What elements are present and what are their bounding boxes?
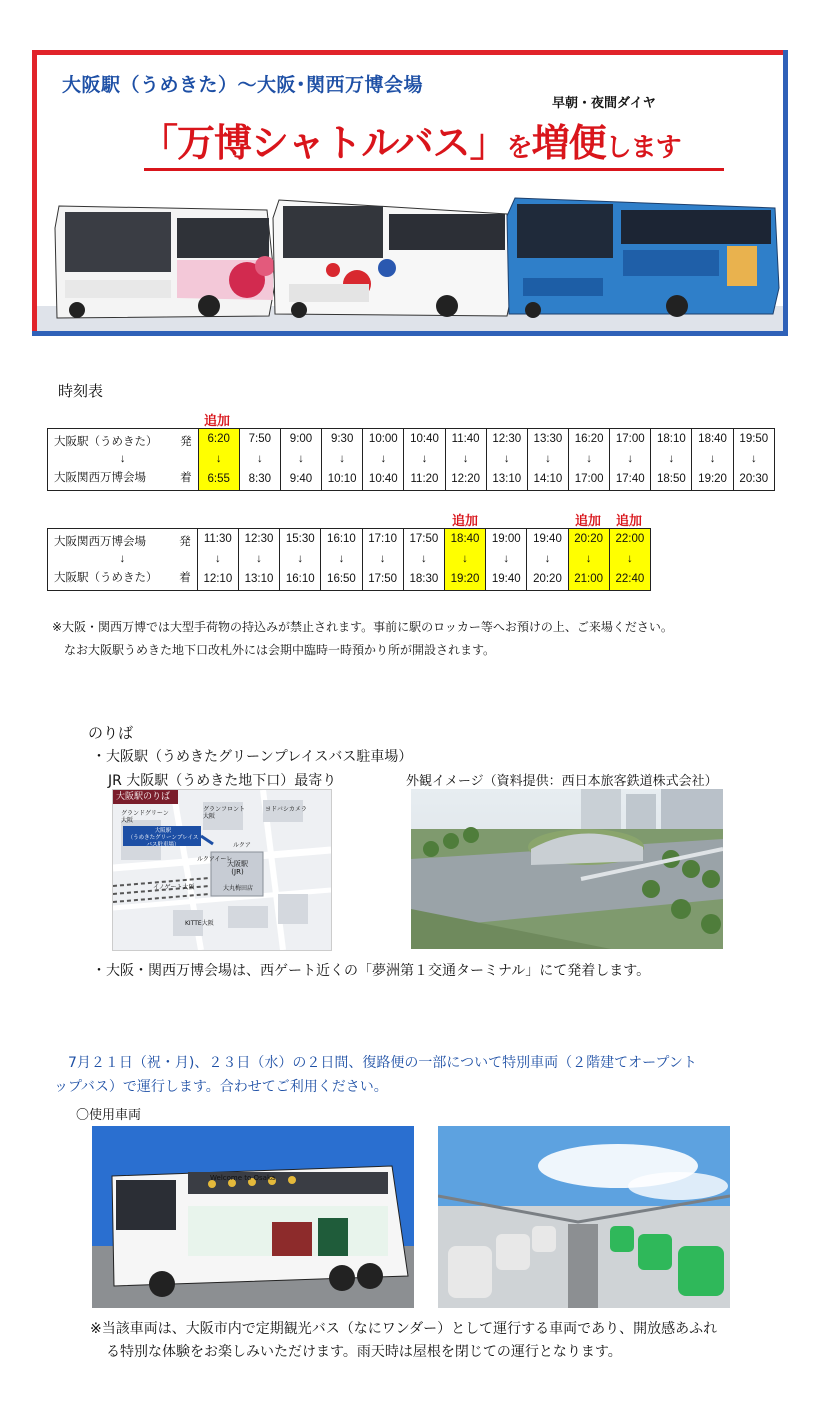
arrow: ↓ [627,553,633,565]
outbound-column [198,429,239,491]
vehicle-label: 〇使用車両 [76,1108,142,1123]
banner-tag: 早朝・夜間ダイヤ [552,96,656,111]
timetable-heading: 時刻表 [58,382,104,400]
departure-time: 17:10 [368,533,398,545]
map-label-daimaru: 大丸梅田店 [223,885,254,892]
arrival-time: 18:50 [657,473,686,485]
outbound-stop-column [48,429,199,491]
inbound-column [486,529,527,591]
banner-frame-blue-bottom [32,331,788,336]
banner-title-underline [144,168,724,171]
inbound-column [362,529,403,591]
station-exterior-image [411,789,723,949]
departure-time: 20:20 [574,533,604,545]
banner-frame-blue-right [783,50,788,336]
departure-time: 19:40 [533,533,562,545]
departure-time: 18:10 [657,433,686,445]
added-label: 追加 [616,514,643,529]
outbound-column [363,429,404,491]
banner-title-shimasu: します [605,133,681,163]
arrival-time: 6:55 [207,473,230,485]
arrival-time: 17:00 [574,473,604,485]
outbound-column [486,429,527,491]
vehicle-footnote-line2: る特別な体験をお楽しみいただけます。雨天時は屋根を閉じての運行となります。 [106,1344,622,1360]
timetable-outbound [47,428,775,491]
arrow: ↓ [338,553,345,565]
arrival-time: 19:20 [450,573,480,585]
boarding-exterior-caption: 外観イメージ（資料提供：西日本旅客鉄道株式会社） [406,774,718,789]
note-storage: なお大阪駅うめきた地下口改札外には会期中臨時一時預かり所が開設されます。 [64,643,496,657]
boarding-map [112,789,332,951]
arrow: ↓ [503,453,510,465]
inbound-column [321,529,362,591]
arrow: ↓ [586,453,592,465]
arrival-time: 12:10 [203,573,233,585]
arrival-time: 10:40 [368,473,398,485]
departure-time: 12:30 [244,533,274,545]
departure-time: 9:30 [330,433,354,445]
map-label-lucua: ルクア [233,842,251,849]
departure-time: 10:40 [410,433,439,445]
outbound-to: 大阪関西万博会場 [54,472,146,484]
arrow: ↓ [462,553,468,565]
departure-time: 16:10 [327,533,356,545]
added-label: 追加 [575,514,602,529]
station-exterior-drawing [411,789,723,949]
departure-time: 17:50 [409,533,439,545]
outbound-to-mark: 着 [180,472,192,484]
boarding-expo-terminal: ・大阪・関西万博会場は、西ゲート近くの「夢洲第１交通ターミナル」にて発着します。 [92,963,651,979]
arrow: ↓ [420,553,427,565]
departure-time: 18:40 [698,433,727,445]
departure-time: 19:00 [491,533,521,545]
arrival-time: 20:20 [533,573,562,585]
arrow: ↓ [544,553,551,565]
inbound-from: 大阪関西万博会場 [54,536,146,548]
special-vehicle-notice-line2: ップバス）で運行します。合わせてご利用ください。 [54,1079,388,1095]
arrow: ↓ [215,453,222,465]
banner-title [140,112,681,167]
departure-time: 18:40 [450,533,480,545]
arrow: ↓ [298,453,304,465]
departure-time: 12:30 [492,433,522,445]
outbound-column [280,429,321,491]
bus-blue-image [507,198,779,318]
departure-time: 13:30 [533,433,563,445]
map-label-yodobashi: ヨドバシカメラ [265,806,307,813]
added-label: 追加 [452,514,479,529]
arrow: ↓ [668,453,675,465]
arrival-time: 8:30 [248,473,272,485]
departure-time: 16:20 [574,433,604,445]
banner-title-main: 「万博シャトルバス」 [140,121,507,165]
inbound-column [527,529,568,591]
arrival-time: 10:10 [327,473,357,485]
special-vehicle-notice-line1: 7月２１日（祝・月)、２３日（水）の２日間、復路便の一部について特別車両（２階建てオープント [68,1055,697,1071]
map-label-kitte: KITTE大阪 [185,920,214,927]
arrow: ↓ [214,553,221,565]
outbound-column [445,429,486,491]
arrow: ↓ [627,453,634,465]
double-decker-bus-image [92,1126,414,1308]
arrival-time: 12:20 [451,473,481,485]
inbound-from-mark: 発 [179,536,191,548]
outbound-column [733,429,774,491]
boarding-jr-nearest: JR 大阪駅（うめきた地下口）最寄り [108,773,337,789]
inbound-column [609,529,650,591]
outbound-column [322,429,363,491]
arrow: ↓ [256,553,262,565]
arrow: ↓ [379,553,386,565]
outbound-column [569,429,610,491]
arrow: ↓ [503,553,510,565]
bus-white-red-image [55,206,275,318]
map-header: 大阪駅のりば [113,790,178,804]
arrow: ↓ [545,453,551,465]
bus-side-text: Welcome to Osaka [210,1174,276,1182]
departure-time: 19:50 [739,433,769,445]
inbound-to-mark: 着 [179,572,191,584]
added-label: 追加 [204,414,231,429]
note-baggage: ※大阪・関西万博では大型手荷物の持込みが禁止されます。事前に駅のロッカー等へお預けの上、ご来場ください。 [52,620,673,634]
outbound-from: 大阪駅（うめきた） [54,436,158,448]
arrow: ↓ [421,453,428,465]
departure-time: 11:40 [451,433,480,445]
outbound-column [527,429,568,491]
departure-time: 11:30 [203,533,232,545]
banner-subtitle: 大阪駅（うめきた）～大阪･関西万博会場 [62,74,424,96]
map-label-lucua1100: ルクアイーレ [197,856,233,863]
outbound-column [239,429,280,491]
map-label-grand-front: グランフロント 大阪 [203,806,246,820]
arrival-time: 17:40 [615,473,645,485]
arrow: ↓ [380,453,387,465]
map-label-station: 大阪駅 (JR) [227,860,248,876]
outbound-from-mark: 発 [180,436,192,448]
arrival-time: 16:50 [327,573,356,585]
arrow: ↓ [750,453,757,465]
inbound-column [568,529,609,591]
banner-frame-red-top [32,50,784,55]
boarding-osaka-station: ・大阪駅（うめきたグリーンプレイスバス駐車場） [92,749,413,765]
inbound-column [238,529,279,591]
departure-time: 15:30 [285,533,315,545]
outbound-column [692,429,733,491]
arrival-time: 17:50 [368,573,398,585]
arrow: ↓ [709,453,716,465]
arrival-time: 11:20 [410,473,439,485]
banner-title-zoubin: 増便 [531,121,606,165]
inbound-column [444,529,485,591]
buses-illustration [37,188,783,331]
arrival-time: 9:40 [289,473,313,485]
timetable-inbound [47,528,651,591]
map-label-grand-green: グランドグリーン 大阪 [121,810,169,824]
map-label-busstop: 大阪駅 （うめきたグリーンプレイスバス駐車場） [127,828,199,848]
departure-time: 22:00 [615,533,645,545]
outbound-column [404,429,445,491]
inbound-column [403,529,444,591]
arrow: ↓ [256,453,263,465]
arrow: ↓ [297,553,304,565]
boarding-heading: のりば [88,724,134,742]
arrival-time: 19:40 [491,573,521,585]
arrival-time: 14:10 [533,473,563,485]
inbound-stop-column [48,529,198,591]
banner [32,50,788,336]
inbound-to: 大阪駅（うめきた） [54,572,158,584]
open-top-bus-interior-image [438,1126,730,1308]
vehicle-footnote-line1: ※当該車両は、大阪市内で定期観光バス（なにワンダー）として運行する車両であり、開放感あふれ [90,1321,718,1337]
departure-time: 17:00 [615,433,645,445]
departure-time: 9:00 [289,433,313,445]
open-top-bus-interior-drawing [438,1126,730,1308]
map-label-igate: イノゲート大阪 [153,884,195,891]
arrow: ↓ [339,453,346,465]
arrival-time: 18:30 [409,573,439,585]
arrow: ↓ [462,453,469,465]
double-decker-bus-drawing [92,1126,414,1308]
departure-time: 7:50 [248,433,272,445]
bus-expo-image [273,200,513,318]
outbound-column [610,429,651,491]
arrival-time: 13:10 [492,473,522,485]
outbound-stop-arrow: ↓ [119,453,126,465]
inbound-column [280,529,321,591]
arrival-time: 19:20 [698,473,727,485]
departure-time: 10:00 [368,433,398,445]
departure-time: 6:20 [207,433,230,445]
inbound-stop-arrow: ↓ [119,553,126,565]
arrival-time: 22:40 [615,573,645,585]
arrival-time: 21:00 [574,573,604,585]
arrival-time: 16:10 [285,573,315,585]
inbound-column [197,529,238,591]
banner-title-wo: を [506,133,532,163]
arrival-time: 20:30 [739,473,769,485]
arrow: ↓ [585,553,592,565]
outbound-column [651,429,692,491]
arrival-time: 13:10 [244,573,274,585]
